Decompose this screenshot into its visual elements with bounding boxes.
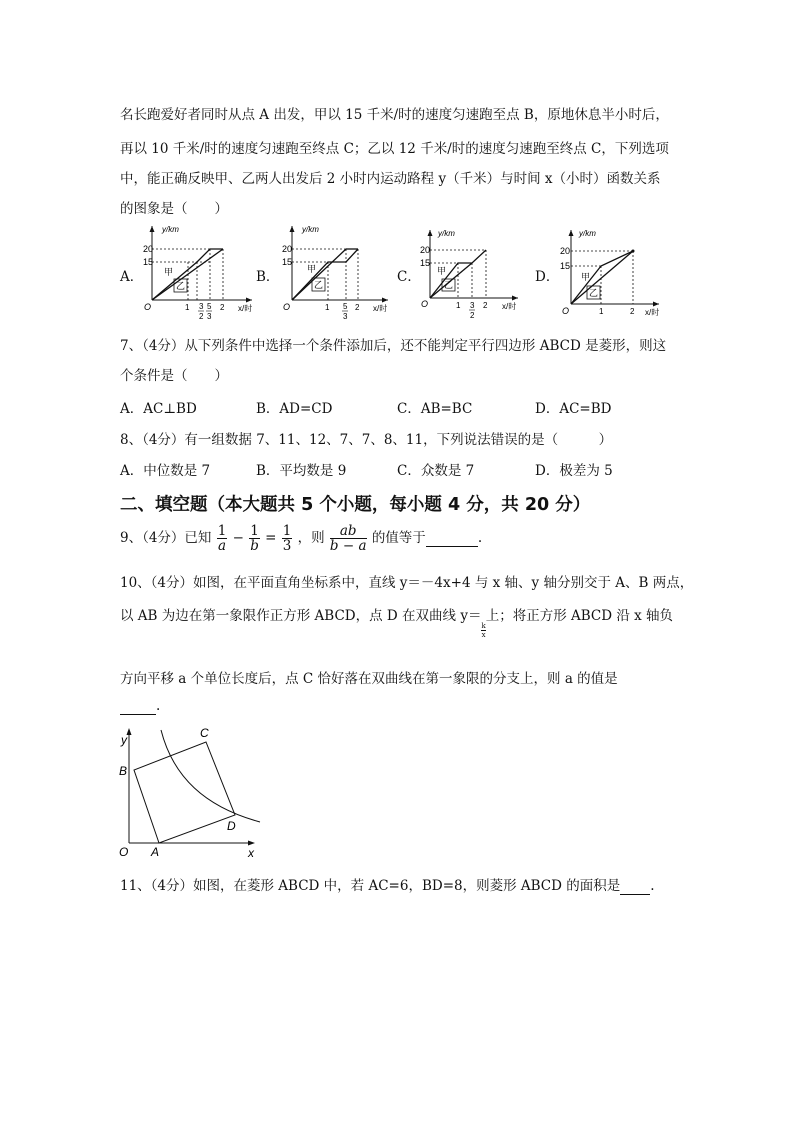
q7-line2: 个条件是（ ） <box>120 368 228 384</box>
q9-end: . <box>477 530 483 546</box>
x-axis-label: x/时 <box>238 304 253 313</box>
tick-1: 1 <box>325 303 330 312</box>
answer-blank[interactable] <box>426 530 478 547</box>
q10-line2b: 上；将正方形 ABCD 沿 x 轴负 <box>485 608 674 624</box>
frac-1-over-b: $\frac{1}{b}$ <box>250 523 259 554</box>
tick-5-den: 3 <box>207 312 212 321</box>
tick-3-num: 3 <box>199 302 204 311</box>
q8-line1: 8、（4分）有一组数据 7、11、12、7、7、8、11，下列说法错误的是（ ） <box>120 432 613 448</box>
y-axis-label: y/km <box>438 229 455 238</box>
q10-line3: 方向平移 a 个单位长度后，点 C 恰好落在双曲线在第一象限的分支上，则 a 的值是 <box>120 671 618 687</box>
point-d-label: D <box>227 819 236 833</box>
x-axis-label: x/时 <box>373 304 388 313</box>
jia-label: 甲 <box>307 264 317 274</box>
origin-label: O <box>421 299 429 309</box>
frac-ab-over-bma: $\frac{ab}{b - a}$ <box>329 523 367 554</box>
x-axis-label: x/时 <box>502 302 517 311</box>
q8-option-a: A．中位数是 7 <box>120 463 211 479</box>
minus-sign: − <box>232 530 244 546</box>
frac-k-over-x: $\frac{k}{x}$ <box>481 622 486 639</box>
tick-2: 2 <box>630 307 635 316</box>
section-title: 二、填空题（本大题共 5 个小题，每小题 4 分，共 20 分） <box>120 495 591 515</box>
origin-label: O <box>562 306 570 316</box>
tick-15: 15 <box>560 261 571 271</box>
tick-2: 2 <box>483 301 488 310</box>
y-axis-label: y/km <box>302 225 319 234</box>
tick-20: 20 <box>420 245 431 255</box>
q7-option-b: B．AD=CD <box>256 401 333 417</box>
q10-line2 <box>120 604 674 639</box>
q6-line4: 的图象是（ ） <box>120 201 228 217</box>
yi-label: 乙 <box>444 280 454 290</box>
q6-option-d-label: D． <box>535 269 560 285</box>
yi-label: 乙 <box>176 281 186 291</box>
q6-line2: 再以 10 千米/时的速度匀速跑至终点 C；乙以 12 千米/时的速度匀速跑至终点 C，下列选项 <box>120 141 669 157</box>
y-axis-label: y/km <box>579 229 596 238</box>
graph-option-b <box>278 222 396 327</box>
tick-1: 1 <box>456 301 461 310</box>
tick-3-den: 2 <box>199 312 204 321</box>
tick-5-num: 5 <box>343 302 348 311</box>
origin-label: O <box>144 302 152 312</box>
q11-line: 11、（4分）如图，在菱形 ABCD 中，若 AC=6，BD=8，则菱形 ABCD 的面积是 . <box>120 878 655 894</box>
origin-label: O <box>119 845 129 859</box>
q8-option-b: B．平均数是 9 <box>256 463 347 479</box>
y-axis-label: y/km <box>162 225 179 234</box>
q11-text: 11、（4分）如图，在菱形 ABCD 中，若 AC=6，BD=8，则菱形 ABCD 的面积是 <box>120 878 621 894</box>
point-b-label: B <box>119 764 128 778</box>
point-c-label: C <box>200 726 209 740</box>
tick-1: 1 <box>185 303 190 312</box>
x-axis-label: x/时 <box>645 308 660 317</box>
jia-label: 甲 <box>581 272 591 282</box>
q10-figure <box>115 722 265 862</box>
q9-line <box>120 524 482 553</box>
q8-option-d: D．极差为 5 <box>535 463 613 479</box>
q8-option-c: C．众数是 7 <box>397 463 475 479</box>
q9-mid: ，则 <box>297 530 325 546</box>
graph-option-c <box>418 226 528 326</box>
answer-blank[interactable] <box>620 878 650 895</box>
y-axis-label: y <box>121 733 127 747</box>
jia-label: 甲 <box>437 266 447 276</box>
q6-option-a-label: A． <box>120 269 144 285</box>
q10-line4: . <box>120 698 160 715</box>
tick-15: 15 <box>282 257 293 267</box>
tick-5-den: 3 <box>343 312 348 321</box>
tick-2: 2 <box>355 303 360 312</box>
yi-label: 乙 <box>314 280 324 290</box>
tick-20: 20 <box>560 246 571 256</box>
yi-label: 乙 <box>589 288 599 298</box>
answer-blank[interactable] <box>120 698 156 715</box>
q9-suffix: 的值等于 <box>371 530 426 546</box>
tick-15: 15 <box>420 258 431 268</box>
graph-option-d <box>557 226 669 321</box>
tick-15: 15 <box>143 257 154 267</box>
q7-option-c: C．AB=BC <box>397 401 473 417</box>
q6-option-b-label: B． <box>256 269 280 285</box>
frac-1-over-a: $\frac{1}{a}$ <box>217 523 227 554</box>
equals-sign: = <box>265 530 277 546</box>
jia-label: 甲 <box>164 267 174 277</box>
tick-3-den: 2 <box>470 311 475 320</box>
q7-option-a: A．AC⊥BD <box>120 401 197 417</box>
frac-1-over-3: $\frac{1}{3}$ <box>282 523 292 554</box>
q10-line1: 10、（4分）如图，在平面直角坐标系中，直线 y＝－4x+4 与 x 轴、y 轴分别交于 A、B 两点， <box>120 575 694 591</box>
tick-5-num: 5 <box>207 302 212 311</box>
tick-1: 1 <box>599 307 604 316</box>
tick-3-num: 3 <box>470 301 475 310</box>
x-axis-label: x <box>248 846 254 860</box>
q7-line1: 7、（4分）从下列条件中选择一个条件添加后，还不能判定平行四边形 ABCD 是菱形，则这 <box>120 338 667 354</box>
q6-line3: 中，能正确反映甲、乙两人出发后 2 小时内运动路程 y（千米）与时间 x（小时）函数关系 <box>120 171 661 187</box>
graph-option-a <box>140 222 258 322</box>
q6-option-c-label: C． <box>397 269 421 285</box>
tick-20: 20 <box>282 244 293 254</box>
tick-2: 2 <box>220 303 225 312</box>
point-a-label: A <box>151 845 160 859</box>
origin-label: O <box>283 302 291 312</box>
q10-line2a: 以 AB 为边在第一象限作正方形 ABCD，点 D 在双曲线 y＝ <box>120 608 482 624</box>
tick-20: 20 <box>143 244 154 254</box>
q9-prefix: 9、（4分）已知 <box>120 530 212 546</box>
q6-line1: 名长跑爱好者同时从点 A 出发，甲以 15 千米/时的速度匀速跑至点 B，原地休息半小时后， <box>120 107 669 123</box>
q7-option-d: D．AC=BD <box>535 401 612 417</box>
